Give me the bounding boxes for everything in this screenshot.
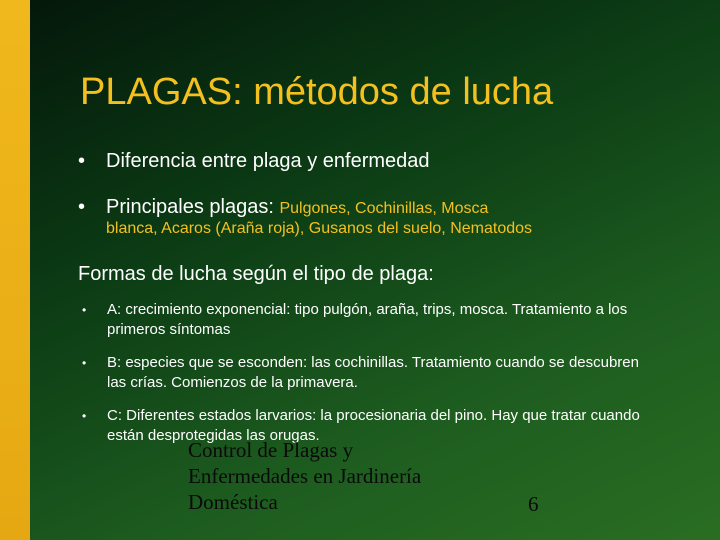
section-heading: Formas de lucha según el tipo de plaga: xyxy=(78,263,434,285)
slide-footer: Control de Plagas y Enfermedades en Jardinería Doméstica xyxy=(188,438,422,514)
page-number: 6 xyxy=(528,492,539,516)
sub-bullet-text: C: Diferentes estados larvarios: la procesionaria del pino. Hay que tratar cuando están desprotegidas las orugas. xyxy=(107,407,640,444)
bullet-marker: • xyxy=(78,150,86,172)
bullet-text: Principales plagas: xyxy=(106,196,280,218)
side-accent-bar xyxy=(0,0,30,540)
sub-bullet-text: A: crecimiento exponencial: tipo pulgón, araña, trips, mosca. Tratamiento a los primeros síntomas xyxy=(107,301,628,338)
bullet-line xyxy=(106,195,488,221)
pest-list-continuation: blanca, Acaros (Araña roja), Gusanos del suelo, Nematodos xyxy=(106,220,533,237)
bullet-marker: • xyxy=(82,356,87,370)
bullet-marker: • xyxy=(82,303,87,317)
bullet-text: Diferencia entre plaga y enfermedad xyxy=(106,150,430,172)
sub-bullet-text: B: especies que se esconden: las cochinillas. Tratamiento cuando se descubren las crías. Comienzos de la primavera. xyxy=(107,354,639,391)
bullet-marker: • xyxy=(78,196,86,218)
pest-list-text: Pulgones, Cochinillas, Mosca xyxy=(279,200,489,217)
bullet-marker: • xyxy=(82,409,87,423)
slide-title: PLAGAS: métodos de lucha xyxy=(80,71,554,113)
